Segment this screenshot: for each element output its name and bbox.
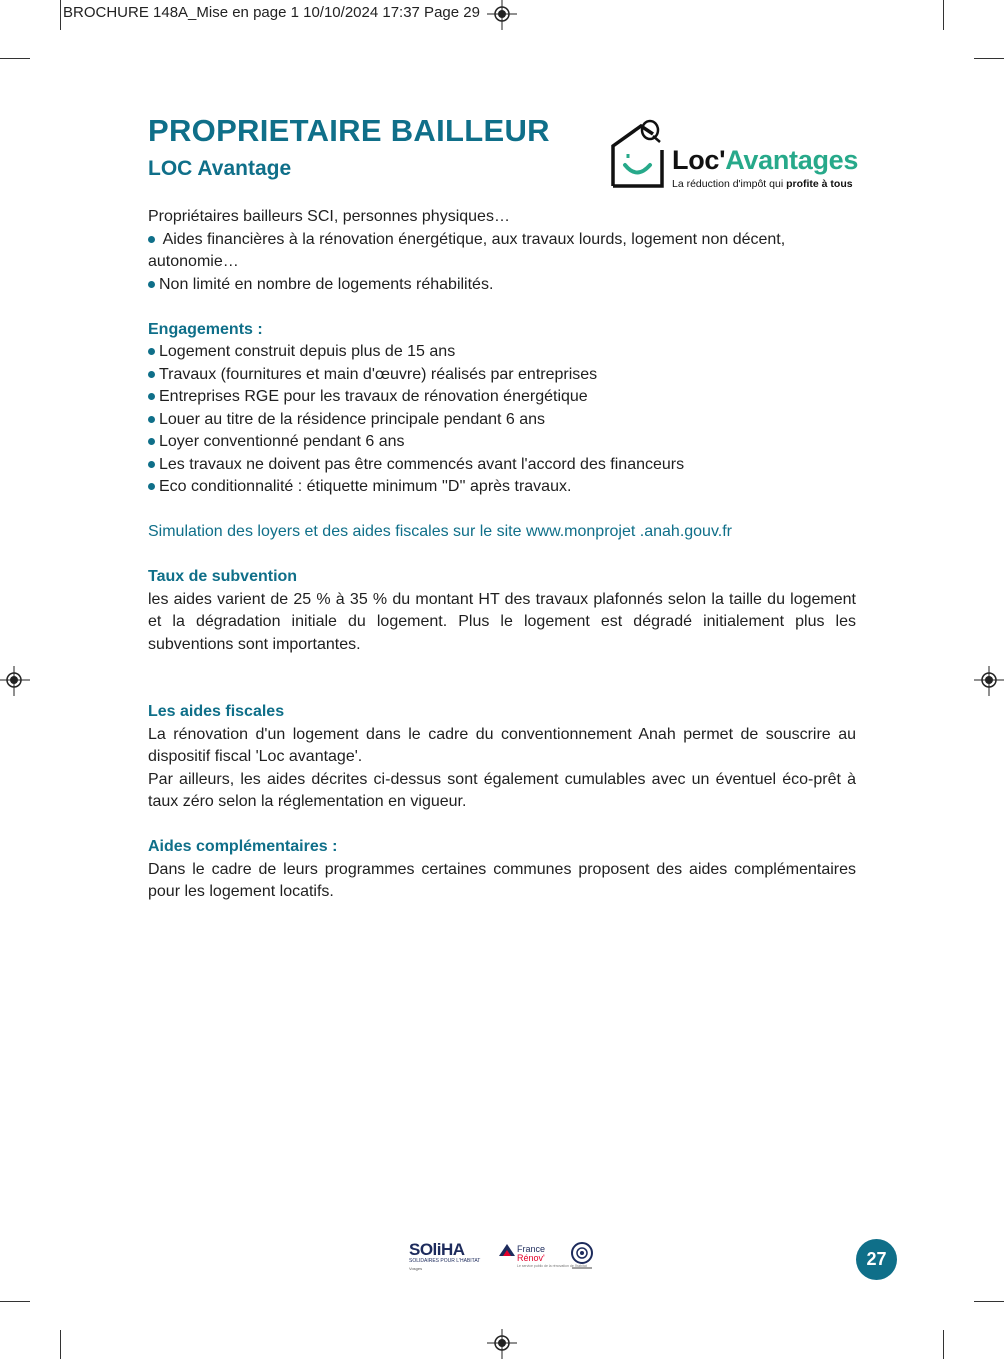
crop-mark: [974, 58, 1004, 59]
engagement-item: [148, 454, 856, 477]
crop-mark: [0, 1301, 30, 1302]
bullet-icon: [148, 236, 155, 243]
bullet-icon: [148, 483, 155, 490]
engagement-item: [148, 341, 856, 364]
fiscales-para2: Par ailleurs, les aides décrites ci-dessus sont également cumulables avec un éventuel éco-prêt à taux zéro selon la réglementation en vigueur.: [148, 770, 856, 810]
engagement-text: Logement construit depuis plus de 15 ans: [159, 343, 456, 360]
logo-tagline-part2: profite à tous: [786, 178, 853, 190]
intro-bullet: [148, 229, 856, 274]
logo-name-part1: Loc': [672, 145, 726, 175]
taux-heading: Taux de subvention: [148, 568, 298, 585]
france-renov-line1: France: [517, 1244, 546, 1254]
print-slug: BROCHURE 148A_Mise en page 1 10/10/2024 17:37 Page 29: [63, 4, 480, 21]
registration-mark-icon: [487, 0, 517, 30]
bullet-icon: [148, 416, 155, 423]
intro-bullet: [148, 274, 856, 297]
soliha-region: Vosges: [409, 1266, 423, 1271]
page-subtitle: LOC Avantage: [148, 157, 292, 180]
crop-mark: [60, 0, 61, 30]
crop-mark: [60, 1330, 61, 1359]
engagements-heading: Engagements :: [148, 320, 263, 338]
engagement-item: [148, 476, 856, 499]
engagement-item: [148, 386, 856, 409]
engagement-text: Louer au titre de la résidence principale pendant 6 ans: [159, 410, 546, 428]
page-number: 27: [856, 1239, 897, 1280]
simulation-link[interactable]: Simulation des loyers et des aides fiscales sur le site www.monprojet .anah.gouv.fr: [148, 523, 732, 540]
bullet-icon: [148, 438, 155, 445]
loc-avantages-house-icon: [608, 118, 666, 190]
complementaires-heading: Aides complémentaires :: [148, 838, 338, 855]
taux-text: les aides varient de 25 % à 35 % du montant HT des travaux plafonnés selon la taille du logement et la dégradation initiale du logement. Plus le logement est dégradé initialement plus les subventions sont importantes.: [148, 590, 856, 653]
france-renov-line2: Rénov': [517, 1253, 545, 1263]
fiscales-heading: Les aides fiscales: [148, 703, 285, 720]
anah-seal-icon: [569, 1240, 595, 1272]
logo-tagline-part1: La réduction d'impôt qui: [672, 178, 787, 190]
registration-mark-icon: [0, 666, 30, 696]
logo-name-part2: Avantages: [725, 145, 859, 175]
bullet-icon: [148, 371, 155, 378]
bullet-icon: [148, 393, 155, 400]
engagement-item: [148, 431, 856, 454]
france-renov-logo: [517, 1245, 545, 1263]
loc-avantages-logo: [672, 145, 858, 176]
france-renov-icon: [497, 1241, 517, 1259]
soliha-tagline: SOLIDAIRES POUR L'HABITAT: [409, 1258, 481, 1264]
registration-mark-icon: [974, 666, 1004, 696]
intro-bullet-text: Non limité en nombre de logements réhabilités.: [159, 275, 494, 293]
complementaires-text: Dans le cadre de leurs programmes certaines communes proposent des aides complémentaires pour les logement locatifs.: [148, 860, 856, 900]
engagement-text: Loyer conventionné pendant 6 ans: [159, 433, 405, 450]
crop-mark: [0, 58, 30, 59]
engagement-text: Travaux (fournitures et main d'œuvre) réalisés par entreprises: [159, 365, 598, 383]
crop-mark: [974, 1301, 1004, 1302]
intro-bullet-text: Aides financières à la rénovation énergétique, aux travaux lourds, logement non décent, autonomie…: [148, 230, 786, 270]
france-renov-caption: Le service public de la rénovation de l'habitat: [517, 1264, 587, 1268]
engagement-text: Les travaux ne doivent pas être commencés avant l'accord des financeurs: [159, 455, 685, 473]
bullet-icon: [148, 348, 155, 355]
engagement-item: [148, 409, 856, 432]
intro-line: Propriétaires bailleurs SCI, personnes physiques…: [148, 208, 510, 225]
bullet-icon: [148, 461, 155, 468]
bullet-icon: [148, 281, 155, 288]
soliha-logo: SOliHA: [409, 1240, 465, 1259]
main-content: [148, 206, 856, 904]
crop-mark: [943, 1330, 944, 1359]
registration-mark-icon: [487, 1329, 517, 1359]
fiscales-para1: La rénovation d'un logement dans le cadre du conventionnement Anah permet de souscrire au dispositif fiscal 'Loc avantage'.: [148, 725, 856, 765]
engagement-item: [148, 364, 856, 387]
crop-mark: [943, 0, 944, 30]
engagement-text: Entreprises RGE pour les travaux de rénovation énergétique: [159, 388, 588, 405]
logo-tagline: [672, 178, 853, 190]
page-title: PROPRIETAIRE BAILLEUR: [148, 113, 550, 148]
engagement-text: Eco conditionnalité : étiquette minimum ''D'' après travaux.: [159, 478, 572, 495]
